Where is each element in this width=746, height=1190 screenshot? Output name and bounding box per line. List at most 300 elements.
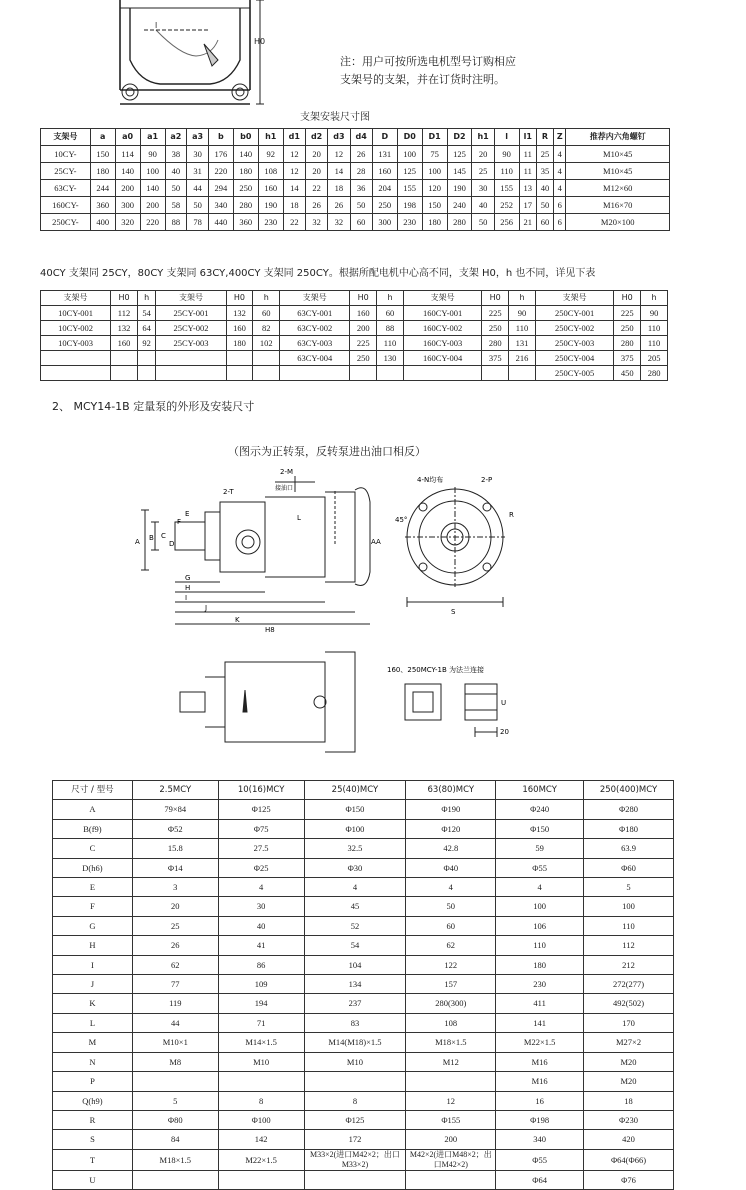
spec-cell: E	[53, 878, 133, 897]
spec-cell: M10	[218, 1052, 304, 1071]
spec-cell: 142	[218, 1130, 304, 1149]
table-row	[53, 916, 674, 935]
height-cell: 110	[509, 321, 536, 336]
height-header: 支架号	[535, 291, 613, 306]
bracket-table-title: 支架安装尺寸图	[300, 112, 370, 123]
spec-cell: 30	[218, 897, 304, 916]
table-row	[41, 336, 668, 351]
spec-cell: Φ280	[584, 800, 674, 819]
spec-cell: 110	[496, 936, 584, 955]
spec-cell: Φ120	[406, 819, 496, 838]
height-cell: 60	[253, 306, 280, 321]
table-row	[53, 975, 674, 994]
dim-f: F	[177, 518, 182, 526]
table-row	[53, 1170, 674, 1189]
spec-cell: 59	[496, 839, 584, 858]
figure-caption: （图示为正转泵，反转泵进出油口相反）	[228, 445, 426, 458]
height-cell	[482, 366, 509, 381]
spec-header: 2.5MCY	[132, 781, 218, 800]
spec-cell: A	[53, 800, 133, 819]
bracket-cell: M10×45	[566, 163, 670, 180]
table-row	[53, 1149, 674, 1170]
bracket-cell: 114	[115, 146, 140, 163]
dim-20: 20	[500, 728, 509, 736]
spec-cell: Q(h9)	[53, 1091, 133, 1110]
spec-cell: 52	[304, 916, 406, 935]
section-title: 2、 MCY14-1B 定量泵的外形及安装尺寸	[52, 400, 255, 413]
height-cell: 25CY-003	[156, 336, 226, 351]
spec-cell: C	[53, 839, 133, 858]
bracket-cell: 50	[350, 197, 372, 214]
dim-b: B	[149, 534, 154, 542]
spec-cell: M20	[584, 1072, 674, 1091]
height-cell: 160	[226, 321, 253, 336]
height-cell: 225	[614, 306, 641, 321]
dim-aa: AA	[371, 538, 381, 546]
height-cell: 64	[137, 321, 156, 336]
bracket-cell: 31	[187, 163, 209, 180]
spec-cell: M42×2(进口M48×2；出口M42×2)	[406, 1149, 496, 1170]
dim-i: I	[185, 594, 188, 602]
dim-g: G	[185, 574, 191, 582]
height-cell: 160CY-003	[403, 336, 481, 351]
spec-cell: 62	[132, 955, 218, 974]
spec-cell: 77	[132, 975, 218, 994]
table-row	[41, 163, 670, 180]
spec-table	[52, 780, 674, 1190]
bracket-cell: 294	[208, 180, 233, 197]
height-cell: 63CY-002	[280, 321, 350, 336]
bracket-cell: 50	[536, 197, 553, 214]
bracket-cell: 180	[233, 163, 258, 180]
table-row	[41, 321, 668, 336]
spec-cell: 44	[132, 1013, 218, 1032]
height-cell: 200	[350, 321, 377, 336]
height-cell	[253, 351, 280, 366]
bracket-header: D2	[447, 129, 472, 146]
bracket-cell: 60	[536, 214, 553, 231]
dim-j: J	[205, 604, 208, 612]
dim-e: E	[185, 510, 190, 518]
height-cell: 132	[111, 321, 138, 336]
bracket-cell: 320	[115, 214, 140, 231]
height-cell: 450	[614, 366, 641, 381]
bracket-note: 40CY 支架同 25CY，80CY 支架同 63CY,400CY 支架同 250CY。根据所配电机中心高不同，支架 H0，h 也不同，详见下表	[40, 268, 596, 279]
bracket-cell: 300	[115, 197, 140, 214]
table-row	[41, 197, 670, 214]
spec-header: 63(80)MCY	[406, 781, 496, 800]
spec-cell: Φ125	[218, 800, 304, 819]
bracket-cell: 78	[187, 214, 209, 231]
spec-cell: D(h6)	[53, 858, 133, 877]
bracket-header: D0	[397, 129, 422, 146]
spec-cell: Φ14	[132, 858, 218, 877]
bracket-cell: 50	[472, 214, 494, 231]
spec-cell: M14(M18)×1.5	[304, 1033, 406, 1052]
height-cell	[280, 366, 350, 381]
height-header: 支架号	[156, 291, 226, 306]
height-header: H0	[111, 291, 138, 306]
height-cell: 250	[482, 321, 509, 336]
bracket-cell: 155	[494, 180, 519, 197]
height-cell: 250	[614, 321, 641, 336]
spec-cell: 4	[304, 878, 406, 897]
spec-cell: F	[53, 897, 133, 916]
height-cell: 280	[641, 366, 668, 381]
height-cell: 225	[482, 306, 509, 321]
bracket-cell: 100	[140, 163, 165, 180]
dim-l: L	[297, 514, 301, 522]
bracket-drawing	[100, 0, 280, 112]
height-header: h	[377, 291, 404, 306]
spec-cell: 41	[218, 936, 304, 955]
height-cell: 216	[509, 351, 536, 366]
bracket-cell: 140	[233, 146, 258, 163]
bracket-header: D	[372, 129, 397, 146]
spec-cell: Φ240	[496, 800, 584, 819]
bracket-cell: 100	[422, 163, 447, 180]
spec-cell: M14×1.5	[218, 1033, 304, 1052]
table-row	[53, 858, 674, 877]
bracket-cell: 25	[472, 163, 494, 180]
table-row	[53, 819, 674, 838]
spec-header: 160MCY	[496, 781, 584, 800]
height-cell: 160	[350, 306, 377, 321]
table-row	[53, 936, 674, 955]
spec-cell: 100	[584, 897, 674, 916]
bracket-cell: 140	[140, 180, 165, 197]
bracket-cell: 35	[536, 163, 553, 180]
bracket-cell: 252	[494, 197, 519, 214]
bracket-cell: 220	[208, 163, 233, 180]
spec-cell: 3	[132, 878, 218, 897]
bracket-cell: M20×100	[566, 214, 670, 231]
bracket-cell: 230	[258, 214, 283, 231]
bracket-cell: 400	[90, 214, 115, 231]
height-header: 支架号	[403, 291, 481, 306]
bracket-cell: 22	[305, 180, 327, 197]
height-header: 支架号	[41, 291, 111, 306]
bracket-cell: 18	[283, 197, 305, 214]
spec-cell: 172	[304, 1130, 406, 1149]
bracket-cell: 180	[90, 163, 115, 180]
spec-cell	[218, 1072, 304, 1091]
spec-cell: 119	[132, 994, 218, 1013]
bracket-table	[40, 128, 670, 231]
bracket-cell: 10CY-	[41, 146, 91, 163]
table-row	[53, 1033, 674, 1052]
height-cell	[156, 366, 226, 381]
table-row	[53, 800, 674, 819]
bracket-cell: 240	[447, 197, 472, 214]
spec-cell: M20	[584, 1052, 674, 1071]
bracket-cell: 125	[397, 163, 422, 180]
bracket-cell: 32	[305, 214, 327, 231]
spec-cell: 15.8	[132, 839, 218, 858]
bracket-cell: 12	[283, 163, 305, 180]
bracket-cell: 58	[165, 197, 187, 214]
spec-cell: 157	[406, 975, 496, 994]
dim-s: S	[451, 608, 456, 616]
bracket-cell: 14	[283, 180, 305, 197]
height-cell: 82	[253, 321, 280, 336]
spec-cell: 4	[496, 878, 584, 897]
table-row	[53, 839, 674, 858]
bracket-header: l	[494, 129, 519, 146]
table-row	[41, 351, 668, 366]
bracket-cell: 340	[208, 197, 233, 214]
spec-cell: 8	[218, 1091, 304, 1110]
height-cell: 250	[350, 351, 377, 366]
height-cell: 130	[377, 351, 404, 366]
height-cell: 63CY-004	[280, 351, 350, 366]
bracket-cell: 4	[554, 146, 566, 163]
spec-cell: S	[53, 1130, 133, 1149]
label-2t: 2-T	[223, 488, 234, 496]
bracket-cell: 40	[472, 197, 494, 214]
spec-cell: M8	[132, 1052, 218, 1071]
height-cell: 110	[641, 336, 668, 351]
spec-cell: 18	[584, 1091, 674, 1110]
bracket-cell: 200	[140, 197, 165, 214]
spec-cell: 71	[218, 1013, 304, 1032]
bracket-header: b0	[233, 129, 258, 146]
height-cell: 160CY-004	[403, 351, 481, 366]
bracket-cell: 230	[397, 214, 422, 231]
table-row	[53, 994, 674, 1013]
table-row	[53, 1052, 674, 1071]
spec-cell: 109	[218, 975, 304, 994]
bracket-cell: 20	[472, 146, 494, 163]
spec-cell: 79×84	[132, 800, 218, 819]
bracket-cell: 244	[90, 180, 115, 197]
bracket-cell: 190	[447, 180, 472, 197]
bracket-cell: 90	[494, 146, 519, 163]
table-row	[41, 180, 670, 197]
spec-cell: Φ64	[496, 1170, 584, 1189]
spec-cell: Φ155	[406, 1110, 496, 1129]
table-row	[53, 1091, 674, 1110]
height-cell: 110	[641, 321, 668, 336]
table-row	[53, 1130, 674, 1149]
spec-cell: Φ125	[304, 1110, 406, 1129]
label-2m-sub: 接油口	[275, 485, 294, 492]
height-cell: 250CY-003	[535, 336, 613, 351]
spec-cell: 4	[406, 878, 496, 897]
top-note	[340, 53, 516, 89]
spec-header: 尺寸 / 型号	[53, 781, 133, 800]
bracket-cell: 6	[554, 197, 566, 214]
height-cell	[253, 366, 280, 381]
bracket-cell: 32	[328, 214, 350, 231]
spec-cell: Φ55	[496, 1149, 584, 1170]
height-cell: 60	[377, 306, 404, 321]
bracket-cell: 26	[305, 197, 327, 214]
table-row	[41, 146, 670, 163]
spec-cell: 8	[304, 1091, 406, 1110]
spec-cell: M10	[304, 1052, 406, 1071]
spec-cell: M10×1	[132, 1033, 218, 1052]
height-cell	[156, 351, 226, 366]
spec-cell	[218, 1170, 304, 1189]
bracket-cell: 14	[328, 163, 350, 180]
height-cell: 250CY-004	[535, 351, 613, 366]
bracket-cell: 11	[519, 146, 536, 163]
bracket-cell: 20	[305, 146, 327, 163]
bracket-cell: 250	[372, 197, 397, 214]
spec-cell: L	[53, 1013, 133, 1032]
bracket-cell: 50	[187, 197, 209, 214]
height-cell: 10CY-002	[41, 321, 111, 336]
height-cell: 63CY-003	[280, 336, 350, 351]
table-row	[53, 955, 674, 974]
bracket-cell: 20	[305, 163, 327, 180]
spec-cell: 16	[496, 1091, 584, 1110]
spec-cell: M33×2(进口M42×2；出口M33×2)	[304, 1149, 406, 1170]
bracket-cell: 12	[283, 146, 305, 163]
height-cell	[41, 366, 111, 381]
height-header: H0	[614, 291, 641, 306]
bracket-cell: 220	[140, 214, 165, 231]
bracket-cell: 100	[397, 146, 422, 163]
height-cell: 54	[137, 306, 156, 321]
dim-r: R	[509, 511, 514, 519]
height-cell	[41, 351, 111, 366]
bracket-header: a	[90, 129, 115, 146]
height-cell: 25CY-001	[156, 306, 226, 321]
spec-cell: M27×2	[584, 1033, 674, 1052]
spec-cell: P	[53, 1072, 133, 1091]
spec-cell: 25	[132, 916, 218, 935]
height-cell: 280	[614, 336, 641, 351]
spec-cell: 54	[304, 936, 406, 955]
height-cell	[111, 366, 138, 381]
height-header: H0	[226, 291, 253, 306]
spec-cell: 170	[584, 1013, 674, 1032]
height-cell: 160CY-002	[403, 321, 481, 336]
bracket-cell: 440	[208, 214, 233, 231]
bracket-header: h1	[258, 129, 283, 146]
table-row	[53, 1072, 674, 1091]
bracket-header: a0	[115, 129, 140, 146]
table-row	[53, 1110, 674, 1129]
bracket-cell: 50	[165, 180, 187, 197]
bracket-cell: 13	[519, 180, 536, 197]
spec-cell: 134	[304, 975, 406, 994]
height-cell: 10CY-003	[41, 336, 111, 351]
dim-u: U	[501, 699, 507, 707]
dim-h: H	[185, 584, 191, 592]
height-header: h	[253, 291, 280, 306]
flange-note: 160、250MCY-1B 为法兰连接	[387, 666, 484, 674]
spec-cell: 141	[496, 1013, 584, 1032]
spec-cell: J	[53, 975, 133, 994]
height-cell: 225	[350, 336, 377, 351]
bracket-cell: 360	[90, 197, 115, 214]
bracket-header: h1	[472, 129, 494, 146]
height-cell	[226, 351, 253, 366]
bracket-cell: 150	[90, 146, 115, 163]
spec-cell: T	[53, 1149, 133, 1170]
height-cell: 102	[253, 336, 280, 351]
spec-cell: M18×1.5	[406, 1033, 496, 1052]
bracket-cell: 28	[350, 163, 372, 180]
height-cell: 132	[226, 306, 253, 321]
bracket-cell: 160CY-	[41, 197, 91, 214]
spec-cell: 45	[304, 897, 406, 916]
spec-cell: 420	[584, 1130, 674, 1149]
label-2m: 2-M	[280, 468, 294, 476]
spec-cell: 84	[132, 1130, 218, 1149]
spec-cell: 237	[304, 994, 406, 1013]
bracket-cell: 140	[115, 163, 140, 180]
spec-cell: Φ75	[218, 819, 304, 838]
spec-cell: Φ64(Φ66)	[584, 1149, 674, 1170]
bracket-cell: 26	[350, 146, 372, 163]
height-cell: 250CY-002	[535, 321, 613, 336]
height-cell: 90	[509, 306, 536, 321]
height-cell: 110	[377, 336, 404, 351]
dim-a: A	[135, 538, 140, 546]
spec-cell: 212	[584, 955, 674, 974]
spec-cell: 42.8	[406, 839, 496, 858]
bracket-cell: 180	[422, 214, 447, 231]
bracket-cell: 25	[536, 146, 553, 163]
bracket-cell: 160	[258, 180, 283, 197]
bracket-cell: 30	[472, 180, 494, 197]
spec-cell: Φ55	[496, 858, 584, 877]
bracket-cell: 204	[372, 180, 397, 197]
height-header: H0	[482, 291, 509, 306]
table-row	[41, 366, 668, 381]
spec-cell: 180	[496, 955, 584, 974]
bracket-cell: 6	[554, 214, 566, 231]
bracket-header: a1	[140, 129, 165, 146]
bracket-cell: 145	[447, 163, 472, 180]
bracket-cell: 200	[115, 180, 140, 197]
bracket-cell: 4	[554, 180, 566, 197]
bracket-cell: M12×60	[566, 180, 670, 197]
bracket-cell: 22	[283, 214, 305, 231]
spec-cell	[304, 1170, 406, 1189]
dim-d: D	[169, 540, 175, 548]
height-header: h	[137, 291, 156, 306]
bracket-cell: 30	[187, 146, 209, 163]
spec-cell: 60	[406, 916, 496, 935]
spec-cell: 86	[218, 955, 304, 974]
spec-cell: K	[53, 994, 133, 1013]
bracket-cell: 120	[422, 180, 447, 197]
height-cell	[137, 366, 156, 381]
height-cell	[403, 366, 481, 381]
spec-cell: 63.9	[584, 839, 674, 858]
spec-cell	[132, 1170, 218, 1189]
dim-c: C	[161, 532, 166, 540]
spec-cell	[304, 1072, 406, 1091]
bracket-header: l1	[519, 129, 536, 146]
label-2p: 2-P	[481, 476, 493, 484]
spec-cell: Φ52	[132, 819, 218, 838]
spec-cell: U	[53, 1170, 133, 1189]
height-cell: 180	[226, 336, 253, 351]
bracket-cell: 88	[165, 214, 187, 231]
spec-cell: G	[53, 916, 133, 935]
height-cell: 160CY-001	[403, 306, 481, 321]
top-note-line1: 注：用户可按所选电机型号订购相应	[340, 55, 516, 68]
spec-cell: M16	[496, 1072, 584, 1091]
spec-cell: Φ150	[304, 800, 406, 819]
height-cell: 92	[137, 336, 156, 351]
